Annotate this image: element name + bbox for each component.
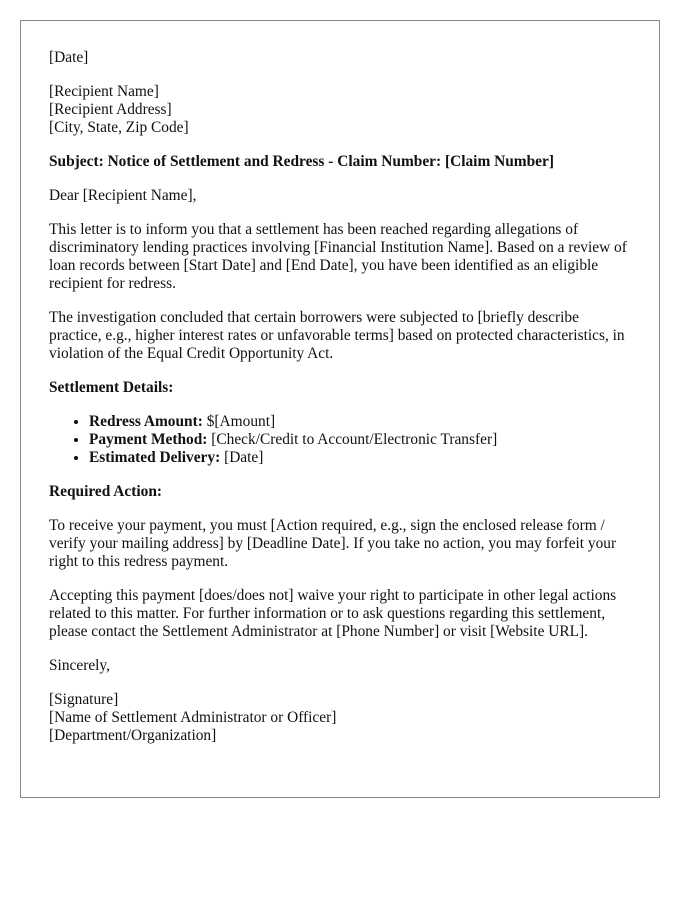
recipient-city-state-zip: [City, State, Zip Code] — [49, 119, 189, 136]
payment-method-value: [Check/Credit to Account/Electronic Transfer] — [207, 431, 498, 448]
signer-name: [Name of Settlement Administrator or Officer] — [49, 709, 337, 726]
list-item — [89, 413, 631, 431]
signer-organization: [Department/Organization] — [49, 727, 217, 744]
letter-date: [Date] — [49, 49, 89, 66]
subject-line: Subject: Notice of Settlement and Redress - Claim Number: [Claim Number] — [49, 153, 554, 170]
required-action-heading: Required Action: — [49, 483, 163, 500]
legal-rights-paragraph: Accepting this payment [does/does not] waive your right to participate in other legal actions related to this matter. For further information or to ask questions regarding this settlement, please contact the Settlement Administrator at [Phone Number] or visit [Website URL]. — [49, 587, 617, 640]
signature-block — [49, 691, 631, 745]
settlement-details-list — [49, 413, 631, 467]
list-item — [89, 449, 631, 467]
settlement-details-heading: Settlement Details: — [49, 379, 174, 396]
payment-method-label: Payment Method: — [89, 431, 208, 448]
salutation: Dear [Recipient Name], — [49, 187, 197, 204]
estimated-delivery-label: Estimated Delivery: — [89, 449, 221, 466]
required-action-paragraph: To receive your payment, you must [Action required, e.g., sign the enclosed release form / verify your mailing address] by [Deadline Date]. If you take no action, you may forfeit your right to this redress payment. — [49, 517, 617, 570]
signature: [Signature] — [49, 691, 119, 708]
closing: Sincerely, — [49, 657, 110, 674]
investigation-paragraph: The investigation concluded that certain borrowers were subjected to [briefly describe practice, e.g., higher interest rates or unfavorable terms] based on protected characteristics, in violation of the Equal Credit Opportunity Act. — [49, 309, 625, 362]
estimated-delivery-value: [Date] — [220, 449, 264, 466]
letter-page — [20, 20, 660, 798]
recipient-block — [49, 83, 631, 137]
list-item — [89, 431, 631, 449]
redress-amount-label: Redress Amount: — [89, 413, 203, 430]
recipient-address: [Recipient Address] — [49, 101, 172, 118]
recipient-name: [Recipient Name] — [49, 83, 159, 100]
redress-amount-value: $[Amount] — [202, 413, 276, 430]
intro-paragraph: This letter is to inform you that a settlement has been reached regarding allegations of discriminatory lending practices involving [Financial Institution Name]. Based on a review of loan records between [Start Date] and [End Date], you have been identified as an eligible recipient for redress. — [49, 221, 627, 292]
